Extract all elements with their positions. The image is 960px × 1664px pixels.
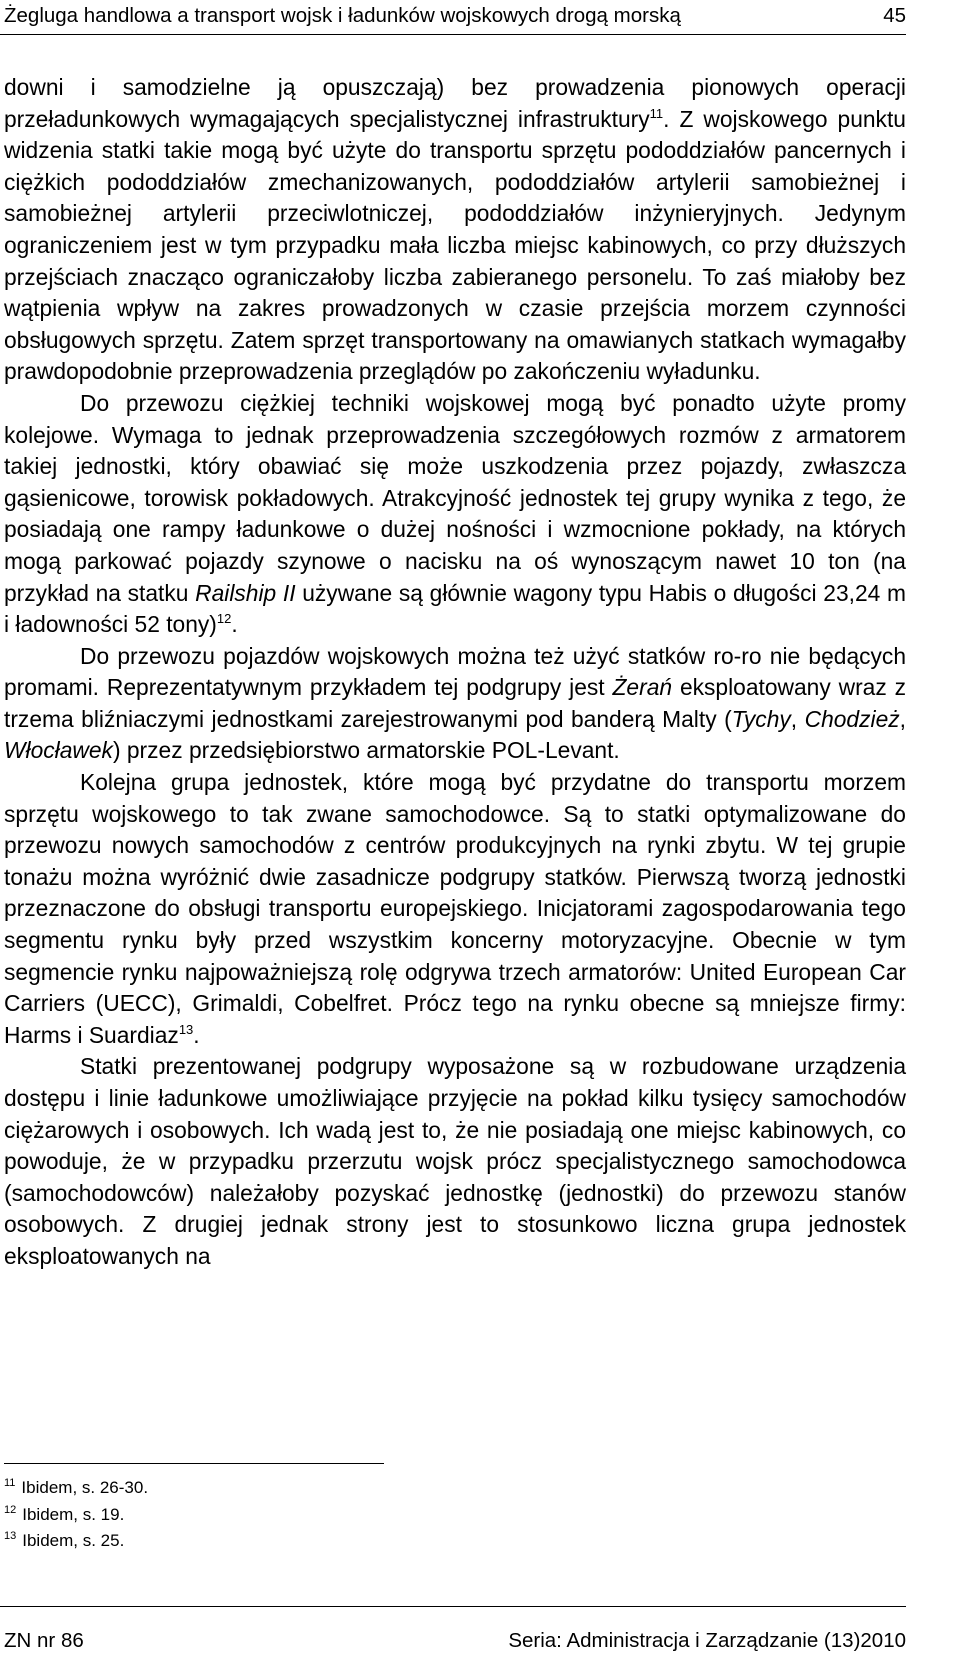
- footnote-number: 12: [4, 1503, 17, 1516]
- body-text: [4, 72, 906, 1273]
- footnote-ref-11: 11: [649, 105, 664, 121]
- ship-name-chodziez: Chodzież: [804, 705, 900, 732]
- paragraph-text: używane są głównie wagony typu Habis o długości 23,24 m i ładowności 52 tony): [4, 579, 906, 638]
- paragraph-4: [4, 767, 906, 1051]
- footnote-separator: [4, 1463, 384, 1464]
- footer-series: Seria: Administracja i Zarządzanie (13)2010: [508, 1629, 906, 1652]
- separator: ,: [899, 705, 906, 732]
- ship-name-zeran: Żerań: [612, 674, 673, 701]
- footer-journal-number: ZN nr 86: [4, 1629, 84, 1652]
- footnote-11: [4, 1475, 604, 1502]
- footnote-ref-12: 12: [216, 611, 232, 627]
- paragraph-text: Do przewozu ciężkiej techniki wojskowej mogą być ponadto użyte promy kolejowe. Wymaga to jednak przeprowadzenia szczegółowych rozmów z armatorem takiej jednostki, który obawiać się może uszkodzenia przez pojazdy, zwłaszcza gąsienicowe, torowisk pokładowych. Atrakcyjność jednostek tej grupy wynika z tego, że posiadają one rampy ładunkowe o dużej nośności i wzmocnione pokłady, na których mogą parkować pojazdy szynowe o nacisku na oś wynoszącym nawet 10 ton (na przykład na statku: [4, 389, 906, 606]
- footnote-number: 13: [4, 1530, 17, 1542]
- footnotes: [4, 1475, 604, 1555]
- ship-name-wloclawek: Włocławek: [4, 737, 113, 764]
- paragraph-text: .: [663, 105, 670, 132]
- paragraph-text: Do przewozu pojazdów wojskowych można też użyć statków ro-ro nie będących promami. Reprezentatywnym przykładem tej podgrupy jest: [4, 642, 906, 701]
- paragraph-text: .: [231, 611, 238, 638]
- paragraph-5: [4, 1051, 906, 1272]
- header-title: Żegluga handlowa a transport wojsk i ładunków wojskowych drogą morską: [4, 4, 681, 27]
- footnote-ref-13: 13: [178, 1021, 194, 1037]
- footnote-text: Ibidem, s. 26-30.: [21, 1478, 149, 1497]
- footnote-text: Ibidem, s. 25.: [22, 1531, 125, 1550]
- paragraph-text: downi i samodzielne ją opuszczają) bez prowadzenia pionowych operacji przeładunkowych wymagających specjalistycznej infrastruktury: [4, 74, 906, 132]
- paragraph-text: Statki prezentowanej podgrupy wyposażone są w rozbudowane urządzenia dostępu i linie ładunkowe umożliwiające przyjęcie na pokład kilku tysięcy samochodów ciężarowych i osobowych. Ich wadą jest to, że nie posiadają one miejsc kabinowych, co powoduje, że w przypadku przerzutu wojsk prócz specjalistycznego samochodowca (samochodowców) należałoby pozyskać jednostkę (jednostki) do przewozu stanów osobowych. Z drugiej jednak strony jest to stosunkowo liczna grupa jednostek eksploatowanych na: [4, 1053, 906, 1269]
- paragraph-text: Kolejna grupa jednostek, które mogą być przydatne do transportu morzem sprzętu wojskowego to tak zwane samochodowce. Są to statki optymalizowane do przewozu nowych samochodów z centrów produkcyjnych na rynki zbytu. W tej grupie tonażu można wyróżnić dwie zasadnicze podgrupy statków. Pierwszą tworzą jednostki przeznaczone do obsługi transportu europejskiego. Inicjatorami zagospodarowania tego segmentu rynku były przed wszystkim koncerny motoryzacyjne. Obecnie w tym segmencie rynku najpoważniejszą rolę odgrywa trzech armatorów: United European Car Carriers (UECC), Grimaldi, Cobelfret. Prócz tego na rynku obecne są mniejsze firmy: Harms i Suardiaz: [4, 769, 906, 1048]
- paragraph-text: ) przez przedsiębiorstwo armatorskie POL-Levant.: [112, 737, 620, 764]
- paragraph-3: [4, 641, 906, 767]
- running-header: [0, 0, 906, 35]
- footnote-text: Ibidem, s. 19.: [22, 1504, 125, 1524]
- page-number: 45: [883, 4, 906, 27]
- ship-name-railship: Railship II: [195, 579, 296, 606]
- paragraph-1: [4, 72, 906, 388]
- ship-name-tychy: Tychy: [731, 705, 791, 732]
- footnote-number: 11: [4, 1477, 16, 1489]
- paragraph-text: eksploatowany wraz z trzema bliźniaczymi jednostkami zarejestrowanymi pod banderą Malty (: [4, 674, 907, 732]
- paragraph-text: Z wojskowego punktu widzenia statki takie mogą być użyte do transportu sprzętu pododdziałów pancernych i ciężkich pododdziałów zmechanizowanych, pododdziałów artylerii samobieżnej i samobieżnej artylerii przeciwlotniczej, pododdziałów inżynieryjnych. Jedynym ograniczeniem jest w tym przypadku mała liczba miejsc kabinowych, co przy dłuższych przejściach znacząco ograniczałoby liczba zabieranego personelu. To zaś miałoby bez wątpienia wpływ na zakres prowadzonych w czasie przejścia morzem czynności obsługowych sprzętu. Zatem sprzęt transportowany na omawianych statkach wymagałby prawdopodobnie przeprowadzenia przeglądów po zakończeniu wyładunku.: [4, 105, 906, 385]
- footnote-13: [4, 1528, 604, 1555]
- footnote-12: [4, 1502, 604, 1529]
- paragraph-text: .: [193, 1021, 200, 1048]
- running-footer: [0, 1606, 906, 1664]
- separator: ,: [790, 705, 798, 732]
- paragraph-2: [4, 388, 906, 641]
